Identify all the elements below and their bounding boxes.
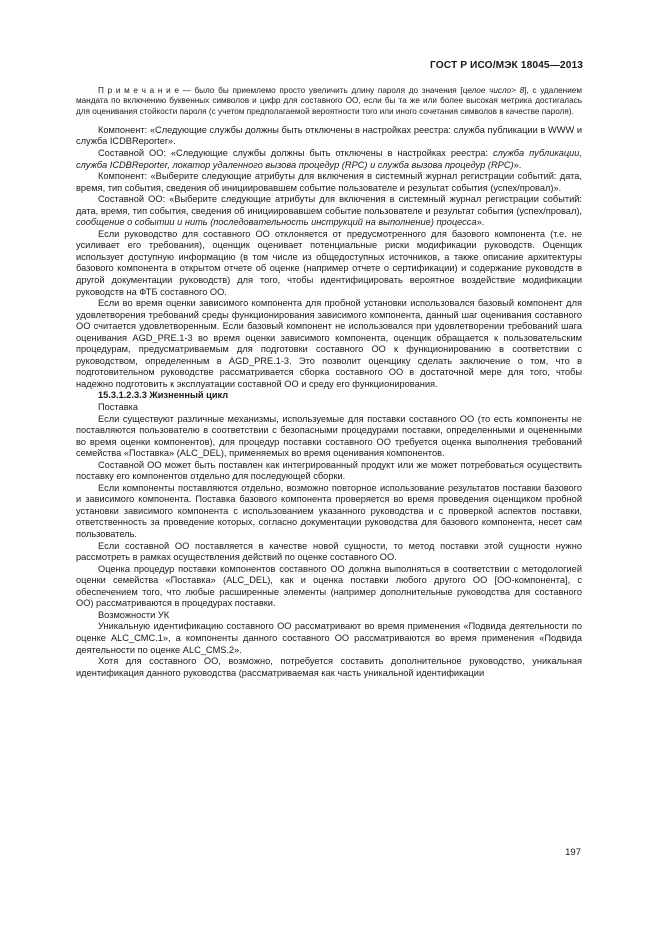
p2-text-a: Составной ОО: «Следующие службы должны быть отключены в настройках реестра: [98,147,493,158]
paragraph-delivery-separate: Если компоненты поставляются отдельно, возможно повторное использование результатов поставки базового и зависимого компонента. Поставка базового компонента проверяется во время проведения оценщиком пробной установки зависимого компонента с использованием указанного руководства и с проверкой аспектов поставки, ответственность за проведение которых, согласно документации руководства для базового компонента, несет сам пользователь. [76,482,582,540]
p4-text-em: сообщение о событии и нить (последовательность инструкций на выполнение) процесса [76,217,477,228]
paragraph-guidance-risk: Если руководство для составного ОО отклоняется от предусмотренного для базового компонента (т.е. не усиливает его требования), оценщик оценивает потенциальные риски модификации руководств. Оценщик использует доступную информацию (в том числе из общедоступных источников, а также описание архитектуры базового компонента в открытом отчете об оценке (например отчете о сертификации) и содержание руководств в другой документации руководств) для того, чтобы идентифицировать вероятное воздействие модификации руководств на ФТБ составного ОО. [76,228,582,297]
document-body [76,86,582,679]
note-label: П р и м е ч а н и е [98,86,179,95]
paragraph-unique-id: Уникальную идентификацию составного ОО рассматривают во время применения «Подвида деятельности по оценке ALC_CMC.1», а компоненты данного составного ОО рассматриваются во время применения «Подвида деятельности по оценке ALC_CMS.2». [76,621,582,655]
paragraph-additional-guidance: Хотя для составного ОО, возможно, потребуется составить дополнительное руководство, уникальная идентификация данного руководства (рассматриваемая как часть уникальной идентификации [76,656,582,678]
p4-text-a: Составной ОО: «Выберите следующие атрибуты для включения в системный журнал регистрации событий: дата, время, тип события, сведения об инициировавшем событие пользователе и результат события (успех/провал), [76,194,582,216]
note-paragraph [76,86,582,117]
paragraph-composite-audit [76,194,582,229]
subheading-cm-capabilities: Возможности УК [98,609,170,620]
paragraph-delivery-evaluation: Оценка процедур поставки компонентов составного ОО должна выполняться в соответствии с методологией оценки семейства «Поставка» (ALC_DEL), как и оценка поставки любого другого ОО [ОО-компонента], с обеспечением того, что любые расширенные элементы (например дополнительные руководства для составного ОО) рассматриваются в процедурах поставки. [76,563,582,609]
p4-text-b: ». [476,217,485,228]
p2-text-b: ». [513,159,522,170]
paragraph-component-services: Компонент: «Следующие службы должны быть отключены в настройках реестра: служба публикации в WWW и служба ICDBReporter». [76,124,582,147]
paragraph-component-audit: Компонент: «Выберите следующие атрибуты для включения в системный журнал регистрации событий: дата, время, тип события, сведения об инициировавшем событие пользователе и результат события (успех/провал)». [76,171,582,193]
paragraph-composite-services [76,148,582,171]
page-number: 197 [565,847,581,858]
standard-header: ГОСТ Р ИСО/МЭК 18045—2013 [430,60,583,71]
paragraph-delivery-new-entity: Если составной ОО поставляется в качестве новой сущности, то метод поставки этой сущности нужно рассмотреть в рамках осуществления действий по оценке составного ОО. [76,540,582,563]
note-text-2: ], с удалением мандата по включению буквенных символов и цифр для составного ОО, если бы та же или более высокая метрика достигалась для оценивания стойкости пароля (с учетом предполагаемой вероятности того или иного сочетания символов в качестве пароля). [76,86,582,116]
paragraph-trial-install: Если во время оценки зависимого компонента для пробной установки использовался базовый компонент для удовлетворения требований среды функционирования зависимого компонента, данный шаг оценивания составного ОО считается удовлетворенным. Если базовый компонент не использовался при удовлетворении требований шага оценивания AGD_PRE.1-3 во время оценки зависимого компонента, оценщик обращается к пользовательским процедурам, предусматриваемым для подготовки составного ОО к функционированию в соответствии с руководством, определенным в AGD_PRE.1-3. Это позволит оценщику сделать заключение о том, что в подготовительном руководстве рассматривается сборка составного ОО в достаточной мере для того, чтобы надежно подготовить к эксплуатации составной ОО и среду его функционирования. [76,298,582,389]
paragraph-delivery-integrated: Составной ОО может быть поставлен как интегрированный продукт или же может потребоваться осуществить поставку его компонентов отдельно для последующей сборки. [76,459,582,482]
paragraph-delivery-mechanisms: Если существуют различные механизмы, используемые для поставки составного ОО (то есть компоненты не поставляются пользователю в соответствии с безопасными процедурами поставки, определенными и оцененными во время оценки компонентов), для процедур поставки составного ОО требуется оценка выполнения требований семейства «Поставка» (ALC_DEL), применяемых во время оценивания компонентов. [76,413,582,459]
note-text-1: — было бы приемлемо просто увеличить длину пароля до значения [ [178,86,463,95]
subheading-delivery: Поставка [98,402,139,413]
p2-text-em: служба публикации, служба ICDBReporter, локатор удаленного вызова процедур (RPC) и служба вызова процедур (RPC) [76,147,583,170]
section-heading: 15.3.1.2.3.3 Жизненный цикл [98,390,229,401]
note-text-em: целое число> 8 [462,86,525,95]
